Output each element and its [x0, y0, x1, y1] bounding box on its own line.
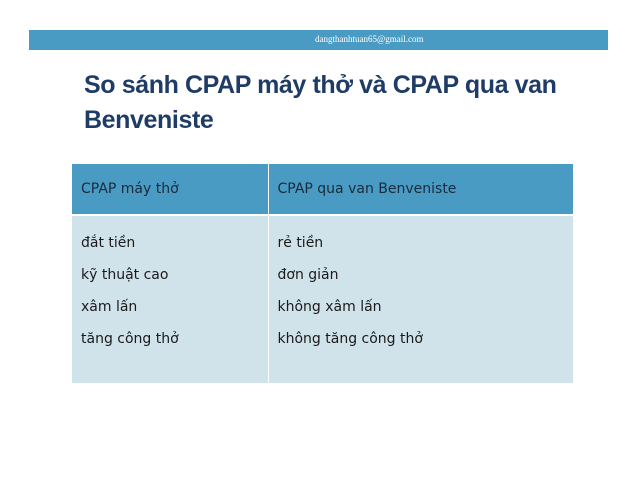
cell-line: không tăng công thở: [277, 331, 423, 347]
cell-line: kỹ thuật cao: [81, 267, 169, 283]
table-header-row: [72, 164, 573, 215]
table-row: [72, 215, 573, 383]
author-email: dangthanhtuan65@gmail.com: [315, 34, 424, 44]
column-header-cpap-machine: CPAP máy thở: [72, 164, 268, 215]
cell-line: đơn giản: [277, 267, 339, 283]
comparison-table: [72, 164, 573, 383]
table-cell-cpap-benveniste: [268, 215, 573, 383]
header-band: [29, 30, 608, 50]
cell-line: tăng công thở: [81, 331, 179, 347]
cell-line: rẻ tiền: [277, 235, 324, 251]
cell-line: đắt tiền: [81, 235, 136, 251]
cell-line: xâm lấn: [81, 299, 138, 315]
table-cell-cpap-machine: [72, 215, 268, 383]
slide-title: So sánh CPAP máy thở và CPAP qua van Benveniste: [84, 71, 557, 134]
column-header-cpap-benveniste: CPAP qua van Benveniste: [268, 164, 573, 215]
cell-line: không xâm lấn: [277, 299, 382, 315]
